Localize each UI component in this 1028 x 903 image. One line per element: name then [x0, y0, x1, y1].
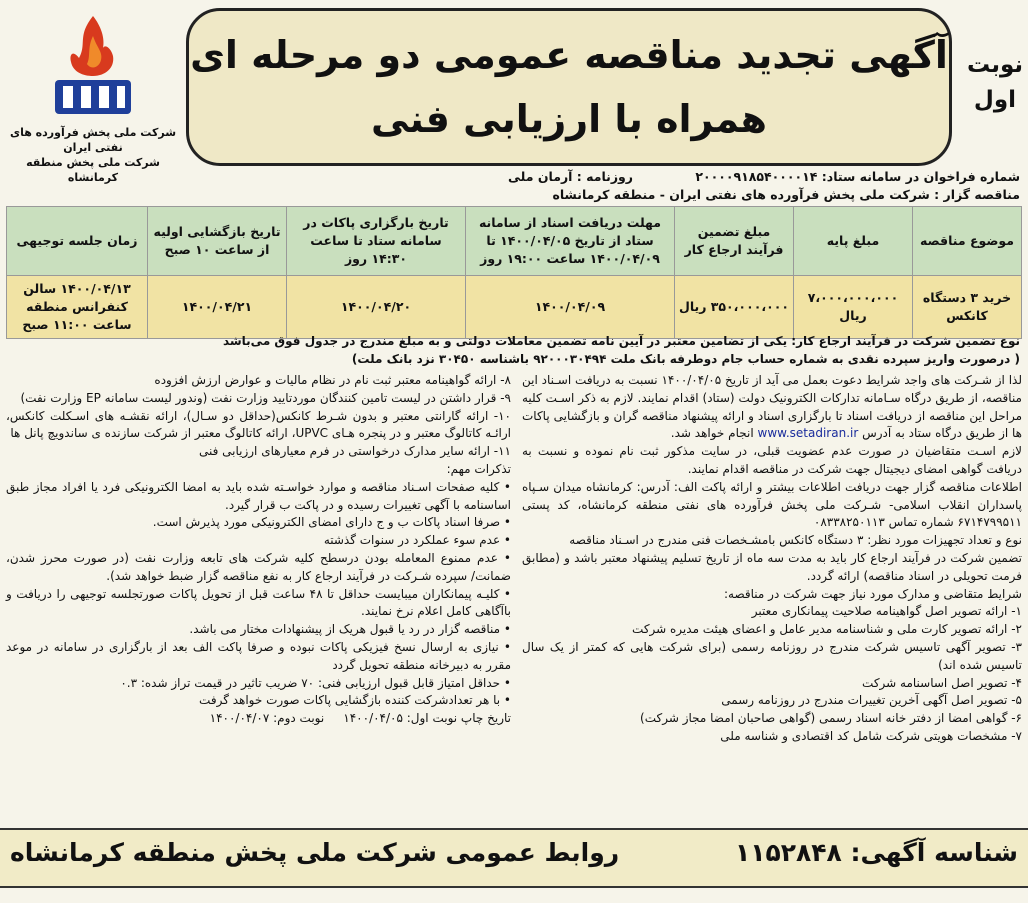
equipment-info: نوع و تعداد تجهیزات مورد نظر: ۳ دستگاه کانکس بامشـخصات فنی مندرج در اسـناد مناقصه	[569, 533, 1022, 548]
guarantee-note-line2: ( درصورت واریز سپرده نقدی به شماره حساب جام دوطرفه بانک ملت ۹۲۰۰۰۳۰۴۹۴ باشناسه ۳۰۴۵۰ نزد بانک ملت)	[351, 352, 1020, 366]
list-item: ۳- تصویر آگهی تاسیس شرکت مندرج در روزنامه رسمی (برای شرکت هایی که کمتر از یک سال تاسیس شده اند)	[522, 639, 1022, 672]
table-header: تاریخ بازگشایی اولیه از ساعت ۱۰ صبح	[148, 207, 287, 276]
table-row	[7, 276, 1022, 339]
ad-title-line1: آگهی تجدید مناقصه عمومی دو مرحله ای	[190, 33, 948, 77]
table-cell: خرید ۳ دستگاه کانکس	[913, 276, 1022, 339]
table-header: تاریخ بارگزاری پاکات در سامانه ستاد تا ساعت ۱۴:۳۰ روز	[287, 207, 466, 276]
guarantee-validity: تضمین شرکت در فرآیند ارجاع کار باید به مدت سه ماه از تاریخ تسلیم پیشنهاد معتبر باشد و (مطابق فرمت تحویلی در اسناد مناقصه) ارائه گردد.	[522, 550, 1022, 583]
remark-item: • عدم ممنوع المعامله بودن درسطح کلیه شرکت های تابعه وزارت نفت (در صورت محرز شدن، ضمانت/ سپرده شـرکت در فرآیند ارجاع کار به نفع مناقصه گزار ضبط خواهد شد).	[6, 550, 511, 583]
round-label: نوبت اول	[966, 52, 1024, 113]
remark-item: • نیازی به ارسال نسخ فیزیکی پاکات نبوده و صرفا پاکت الف بعد از بارگزاری در سامانه در موعد مقرر به دبیرخانه منطقه تحویل گردد	[6, 639, 511, 672]
public-relations: روابط عمومی شرکت ملی پخش منطقه کرمانشاه	[10, 838, 620, 867]
remark-item: • صرفا اسناد پاکات ب و ج دارای امضای الکترونیکی مورد پذیرش است.	[152, 515, 511, 530]
remark-item: • کلیه صفحات اسـناد مناقصه و موارد خواسـته شده باید به امضا الکترونیکی فرد یا افراد مجاز طبق اساسنامه با آگهی تغییرات رسیده و در پاکت ب قرار گیرد.	[6, 479, 511, 512]
newspaper-name: روزنامه : آرمان ملی	[508, 169, 633, 184]
guarantee-note	[8, 332, 1020, 368]
list-item: ۶- گواهی امضا از دفتر خانه اسناد رسمی (گواهی صاحبان امضا مجاز شرکت)	[640, 711, 1022, 726]
list-item: ۱۱- ارائه سایر مدارک درخواستی در فرم معیارهای ارزیابی فنی	[198, 444, 511, 459]
table-header: موضوع مناقصه	[913, 207, 1022, 276]
invitation-text: لذا از شـرکت های واجد شرایط دعوت بعمل می آید از تاریخ ۱۴۰۰/۰۴/۰۵ نسبت به دریافت اسـناد این مناقصه، از طریق درگاه سـامانه تدارکات الکترونیک دولت (ستاد) اقدام نمایند. لازم به ذکر اسـت کلیه مراحل این مناقصه از دریافت اسناد تا بارگزاری اسناد و ارائه پیشنهاد مناقصه گران و بازگشایی پاکات ها از طریق درگاه ستاد به آدرس	[522, 373, 1022, 441]
table-cell: ۱۴۰۰/۰۴/۱۳ سالن کنفرانس منطقه ساعت ۱۱:۰۰ صبح	[7, 276, 148, 339]
ad-footer	[0, 828, 1028, 888]
table-header-row	[7, 207, 1022, 276]
list-item: ۹- قرار داشتن در لیست تامین کنندگان موردتایید وزارت نفت (وندور لیست سامانه EP وزارت نفت)	[20, 390, 511, 405]
list-item: ۴- تصویر اصل اساسنامه شرکت	[862, 675, 1022, 690]
list-item: ۲- ارائه تصویر کارت ملی و شناسنامه مدیر عامل و اعضای هیئت مدیره شرکت	[632, 622, 1022, 637]
remark-item: • عدم سوء عملکرد در سنوات گذشته	[323, 533, 511, 548]
tender-info	[8, 168, 1020, 204]
flame-logo-icon	[33, 10, 153, 120]
table-header: مبلغ تضمین فرآیند ارجاع کار	[675, 207, 794, 276]
table-cell: ۱۴۰۰/۰۴/۲۰	[287, 276, 466, 339]
table-header: زمان جلسه توجیهی	[7, 207, 148, 276]
setad-link[interactable]: www.setadiran.ir	[757, 426, 859, 441]
table-cell: ۳۵۰،۰۰۰،۰۰۰ ریال	[675, 276, 794, 339]
requirements-title: شرایط متقاضی و مدارک مورد نیاز جهت شرکت در مناقصه:	[724, 586, 1022, 601]
organizer: مناقصه گزار : شرکت ملی پخش فرآورده های نفتی ایران - منطقه کرمانشاه	[552, 187, 1020, 202]
call-number: شماره فراخوان در سامانه ستاد: ۲۰۰۰۰۹۱۸۵۴۰۰۰۰۱۴	[695, 169, 1020, 184]
remark-item: • حداقل امتیاز قابل قبول ارزیابی فنی: ۷۰ ضریب تاثیر در قیمت تراز شده: ۰.۳	[120, 675, 511, 690]
contact-info: اطلاعات مناقصه گزار جهت دریافت اطلاعات بیشتر و ارائه پاکت الف: آدرس: کرمانشاه میدان سـپاه پاسداران انقلاب اسلامی- شـرکت ملی پخش فرآورده های نفتی منطقه کرمانشاه، کد پستی ۶۷۱۴۷۹۹۵۱۱ شماره تماس ۰۸۳۳۸۲۵۰۱۱۳	[522, 479, 1022, 530]
table-header: مبلغ پایه	[794, 207, 913, 276]
registration-text: لازم اسـت متقاضیان در صورت عدم عضویت قبلی، در سایت مذکور ثبت نام نموده و نسبت به دریافت گواهی امضای دیجیتال جهت شرکت در مناقصه اقدام نمایند.	[522, 444, 1022, 476]
conditions-left-column	[6, 372, 511, 728]
remark-item: • مناقصه گزار در رد یا قبول هریک از پیشنهادات مختار می باشد.	[189, 622, 511, 637]
list-item: ۷- مشخصات هویتی شرکت شامل کد اقتصادی و شناسه ملی	[720, 728, 1022, 743]
remark-item: • کلیـه پیمانکاران میبایست حداقل تا ۴۸ ساعت قبل از تحویل پاکات صورتجلسه توجیهی را دریافت و باآگاهی کامل اعلام نرخ نمایند.	[6, 586, 511, 619]
table-header: مهلت دریافت اسناد از سامانه ستاد از تاریخ ۱۴۰۰/۰۴/۰۵ تا ۱۴۰۰/۰۴/۰۹ ساعت ۱۹:۰۰ روز	[466, 207, 675, 276]
tender-table	[6, 206, 1022, 339]
print-date: تاریخ چاپ نوبت اول: ۱۴۰۰/۰۴/۰۵	[343, 711, 511, 726]
remark-item: • با هر تعدادشرکت کننده بازگشایی پاکات صورت خواهد گرفت	[199, 693, 511, 708]
conditions-right-column	[522, 372, 1022, 746]
ad-title-line2: همراه با ارزیابی فنی	[371, 97, 768, 141]
remarks-title: تذکرات مهم:	[446, 461, 511, 476]
list-item: ۱۰- ارائه گارانتی معتبر و بدون شـرط کانکس(حداقل دو سـال)، ارائه نقشـه های اسـکلت کانکس، ارائـه کاتالوگ معتبر و در پنجره هـای UPVC، ارائه کاتالوگ معتبر از شرکت سازنده ی ساندویچ پانل ها	[6, 408, 511, 441]
list-item: ۵- تصویر اصل آگهی آخرین تغییرات مندرج در روزنامه رسمی	[721, 693, 1022, 708]
table-cell: ۱۴۰۰/۰۴/۰۹	[466, 276, 675, 339]
list-item: ۱- ارائه تصویر اصل گواهینامه صلاحیت پیمانکاری معتبر	[751, 604, 1022, 619]
guarantee-note-line1: نوع تضمین شرکت در فرآیند ارجاع کار: یکی از تضامین معتبر در آیین نامه تضمین معاملات دولتی و به مبلغ مندرج در جدول فوق می‌باشد	[222, 334, 1020, 348]
second-round-date: نوبت دوم: ۱۴۰۰/۰۴/۰۷	[209, 711, 325, 726]
title-box	[186, 8, 952, 166]
company-logo	[8, 10, 178, 184]
table-cell: ۷،۰۰۰،۰۰۰،۰۰۰ ریال	[794, 276, 913, 339]
table-cell: ۱۴۰۰/۰۴/۲۱	[148, 276, 287, 339]
list-item: ۸- ارائه گواهینامه معتبر ثبت نام در نظام مالیات و عوارض ارزش افزوده	[154, 373, 511, 387]
ad-code: شناسه آگهی: ۱۱۵۲۸۴۸	[734, 838, 1018, 867]
company-name-line1: شرکت ملی پخش فرآورده های نفتی ایران	[9, 126, 177, 154]
invitation-text-end: انجام خواهد شد.	[670, 426, 754, 441]
company-name-line2: شرکت ملی پخش منطقه کرمانشاه	[26, 155, 160, 184]
